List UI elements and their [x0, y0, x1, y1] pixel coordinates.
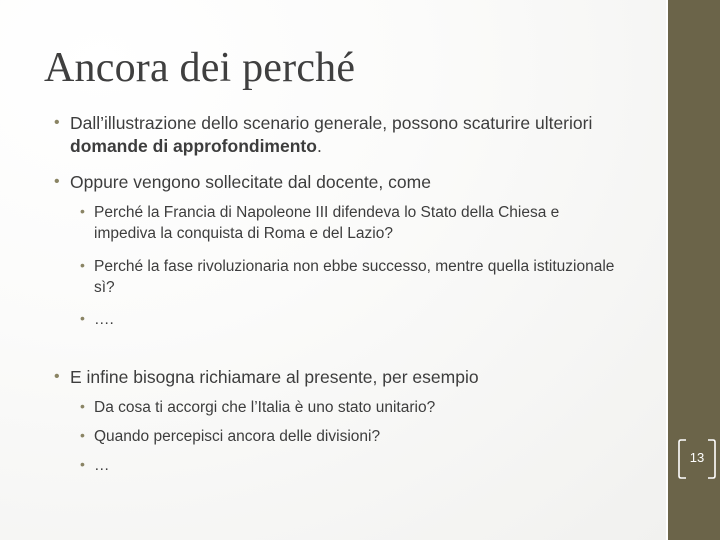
sub-bullet-2-3 [80, 309, 624, 330]
bullet-dot: • [54, 114, 60, 131]
sub-bullet-2-2-text: Perché la fase rivoluzionaria non ebbe successo, mentre quella istituzionale sì? [94, 258, 615, 296]
sub-bullet-2-1-text: Perché la Francia di Napoleone III difendeva lo Stato della Chiesa e impediva la conquista di Roma e del Lazio? [94, 204, 560, 242]
sub-bullet-2-1 [80, 202, 624, 244]
bullet-1-text: Dall’illustrazione dello scenario generale, possono scaturire ulteriori [70, 113, 593, 133]
bullet-dot: • [80, 310, 85, 326]
bullet-2-text: Oppure vengono sollecitate dal docente, come [70, 172, 431, 192]
bullet-item-1 [54, 112, 630, 158]
sub-bullet-3-2-text: Quando percepisci ancora delle divisioni? [94, 428, 381, 445]
bullet-1-end: . [316, 136, 322, 156]
bullet-1-bold: domande di approfondimento [70, 136, 317, 156]
bullet-3-text: E infine bisogna richiamare al presente, per esempio [70, 367, 479, 387]
slide-title: Ancora dei perché [44, 45, 356, 91]
sub-bullet-2-2 [80, 256, 624, 298]
sub-bullet-3-2 [80, 426, 624, 447]
bullet-dot: • [80, 257, 85, 273]
sub-bullet-2-3-text: …. [94, 311, 114, 328]
bullet-dot: • [80, 456, 85, 472]
sub-bullet-3-3 [80, 455, 624, 476]
bullet-dot: • [54, 368, 60, 385]
sub-bullet-3-1 [80, 397, 624, 418]
sub-bullet-3-1-text: Da cosa ti accorgi che l’Italia è uno stato unitario? [94, 399, 436, 416]
bullet-dot: • [80, 203, 85, 219]
bullet-item-2 [54, 171, 630, 194]
sub-bullet-3-3-text: … [94, 457, 110, 474]
bullet-dot: • [80, 427, 85, 443]
page-number-badge [677, 437, 717, 481]
bullet-dot: • [80, 398, 85, 414]
page-number: 13 [689, 450, 705, 465]
bullet-dot: • [54, 173, 60, 190]
side-bar-edge [666, 0, 668, 540]
bullet-item-3 [54, 366, 630, 389]
